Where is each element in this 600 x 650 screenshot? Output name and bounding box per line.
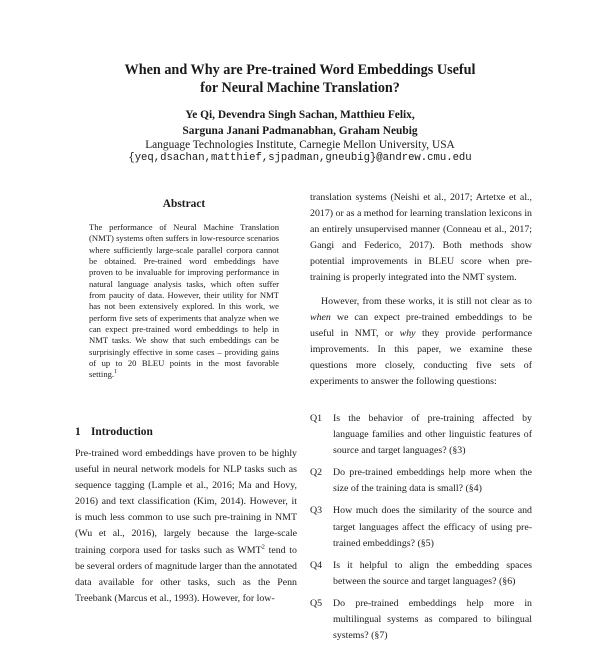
para2-text-b: we can expect pre-trained embeddings to be useful in NMT, or xyxy=(310,311,532,339)
question-item xyxy=(310,503,532,551)
question-text: Do pre-trained embeddings help more when the size of the training data is small? (§4) xyxy=(333,467,532,495)
abstract-heading: Abstract xyxy=(162,198,206,210)
question-id: Q2 xyxy=(310,467,323,479)
para2-text-a: However, from these works, it is still not clear as to xyxy=(321,295,532,307)
authors-line-2: Sarguna Janani Padmanabhan, Graham Neubig xyxy=(182,124,418,137)
question-text: Is it helpful to align the embedding spaces between the source and target languages? (§6) xyxy=(333,559,532,587)
section-number: 1 xyxy=(75,426,81,438)
question-text: Is the behavior of pre-training affected by language families and other linguistic features of source and target languages? (§3) xyxy=(333,413,532,457)
question-item xyxy=(310,465,532,497)
question-text: Do pre-trained embeddings help more in multilingual systems as compared to bilingual systems? (§7) xyxy=(333,597,532,642)
question-item xyxy=(310,596,532,644)
abstract-text: The performance of Neural Machine Translation (NMT) systems often suffers in low-resource scenarios where sufficiently large-scale parallel corpora cannot be obtained. Pre-trained word embeddings have proven to be invaluable for improving performance in natural language analysis tasks, which often suffer from paucity of data. However, their utility for NMT has not been extensively explored. In this work, we perform five sets of experiments that analyze when we can expect pre-trained word embeddings to help in NMT tasks. We show that such embeddings can be surprisingly effective in some cases – providing gains of up to 20 BLEU points in the most favorable setting. xyxy=(89,222,279,380)
footnote-mark: 1 xyxy=(114,369,118,376)
intro-paragraph-continued: translation systems (Neishi et al., 2017; Artetxe et al., 2017) or as a method for learning translation lexicons in an entirely unsupervised manner (Conneau et al., 2017; Gangi and Federico, 2017). Both methods show potential improvements in BLEU score when pre-training is properly integrated into the NMT system. xyxy=(310,192,532,284)
question-id: Q3 xyxy=(310,505,323,517)
author-list xyxy=(60,108,540,139)
introduction-paragraph-1 xyxy=(75,446,297,607)
question-item xyxy=(310,558,532,590)
research-questions-list xyxy=(310,411,532,650)
title-line-2: for Neural Machine Translation? xyxy=(200,79,400,96)
emphasis-why: why xyxy=(399,327,416,339)
para2-text-c: they provide performance improvements. In this paper, we examine these questions more closely, conducting five sets of experiments to answer the following questions: xyxy=(310,327,533,388)
intro-paragraph-2 xyxy=(310,294,532,391)
section-title: Introduction xyxy=(91,426,153,438)
question-id: Q5 xyxy=(310,597,323,609)
question-id: Q4 xyxy=(310,559,323,571)
emphasis-when: when xyxy=(310,311,331,323)
footnote-mark-2: 2 xyxy=(261,543,265,551)
title-line-1: When and Why are Pre-trained Word Embeddings Useful xyxy=(124,62,476,78)
right-column-text xyxy=(310,190,532,390)
question-text: How much does the similarity of the source and target languages affect the efficacy of using pre-trained embeddings? (§5) xyxy=(333,505,532,549)
author-emails: {yeq,dsachan,matthief,sjpadman,gneubig}@andrew.cmu.edu xyxy=(128,152,472,164)
question-id: Q1 xyxy=(310,413,323,424)
paper-title xyxy=(60,62,540,97)
intro-text-part-1: Pre-trained word embeddings have proven to be highly useful in neural network models for NLP tasks such as sequence tagging (Lample et al., 2016; Ma and Hovy, 2016) and text classification (Kim, 2014). However, it is much less common to use such pre-training in NMT (Wu et al., 2016), largely because the large-scale training corpora used for tasks such as WMT xyxy=(75,448,297,556)
question-item xyxy=(310,411,532,459)
abstract-body xyxy=(89,222,279,381)
section-heading-introduction xyxy=(75,426,153,438)
authors-line-1: Ye Qi, Devendra Singh Sachan, Matthieu Felix, xyxy=(185,109,415,121)
affiliation: Language Technologies Institute, Carnegie Mellon University, USA xyxy=(145,139,455,151)
intro-text-part-2: tend to be several orders of magnitude larger than the annotated data available for other tasks, such as the Penn Treebank (Marcus et al., 1993). However, for low- xyxy=(75,544,297,604)
